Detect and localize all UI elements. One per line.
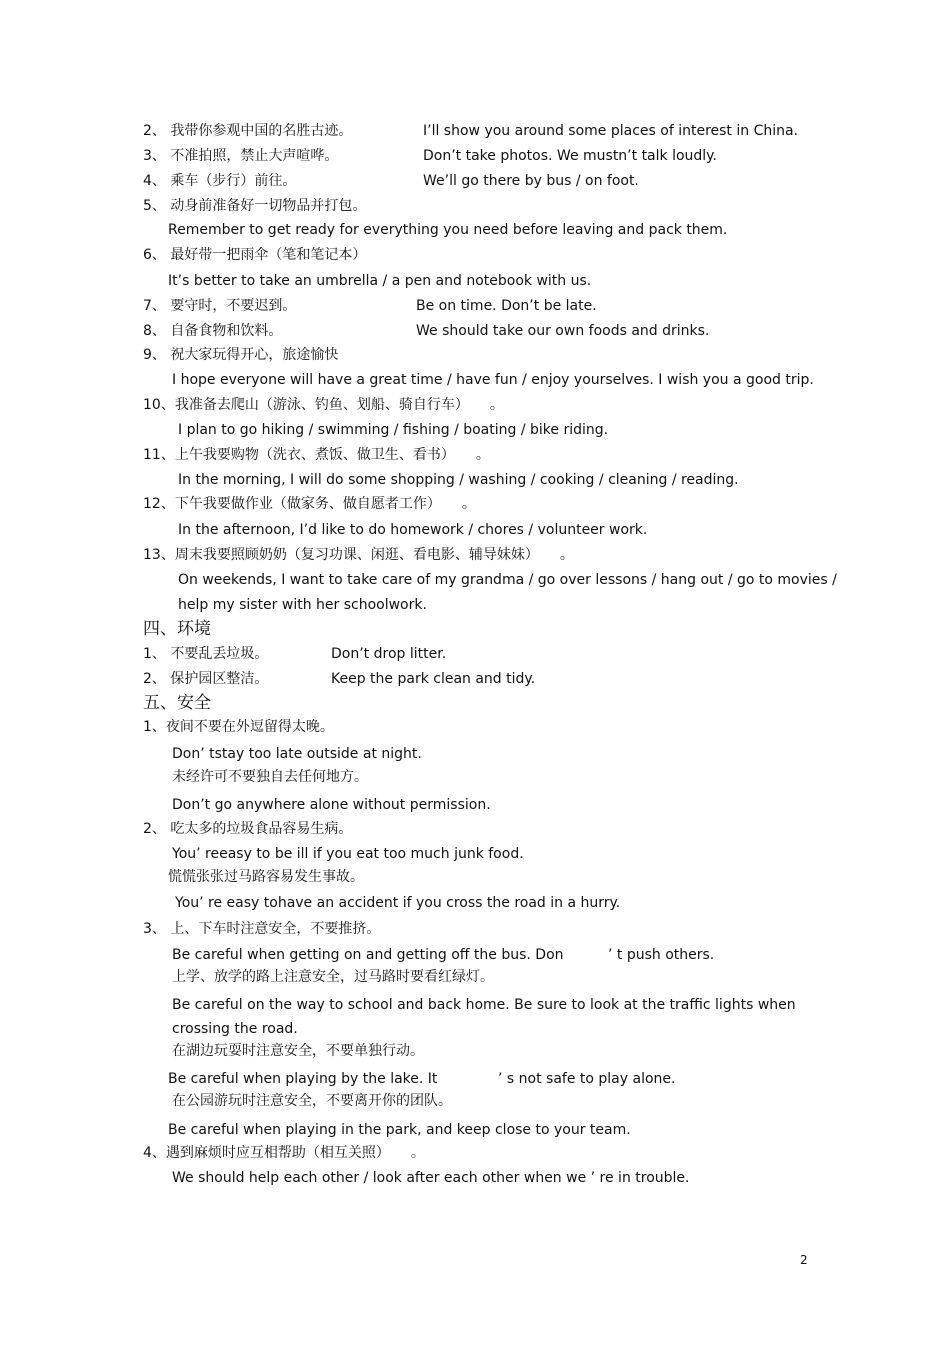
page-number: 2 bbox=[800, 1253, 808, 1267]
s5-1-en: Don’ tstay too late outside at night. bbox=[172, 746, 422, 762]
s5-4-cn: 4、遇到麻烦时应互相帮助（相互关照） 。 bbox=[143, 1145, 425, 1161]
s5-3d-cn: 在公园游玩时注意安全，不要离开你的团队。 bbox=[172, 1093, 452, 1109]
s4-item-1-en: Don’t drop litter. bbox=[331, 646, 447, 662]
s5-3b-en-line1: Be careful on the way to school and back home. Be sure to look at the traffic lights when bbox=[172, 997, 796, 1013]
item-4-cn: 4、 乘车（步行）前往。 bbox=[143, 173, 297, 189]
item-13-en-line1: On weekends, I want to take care of my grandma / go over lessons / hang out / go to movies / bbox=[178, 572, 837, 588]
item-7-cn: 7、 要守时，不要迟到。 bbox=[143, 298, 297, 314]
item-2-en: I’ll show you around some places of interest in China. bbox=[423, 123, 799, 139]
s4-item-1-cn: 1、 不要乱丢垃圾。 bbox=[143, 646, 269, 662]
s5-3c-en-b: ’ s not safe to play alone. bbox=[498, 1071, 676, 1087]
item-5-en: Remember to get ready for everything you need before leaving and pack them. bbox=[168, 222, 728, 238]
item-9-cn: 9、 祝大家玩得开心，旅途愉快 bbox=[143, 347, 339, 363]
item-11-cn: 11、上午我要购物（洗衣、煮饭、做卫生、看书） 。 bbox=[143, 447, 490, 463]
s5-1b-en: Don’t go anywhere alone without permission. bbox=[172, 797, 491, 813]
s5-2b-en: You’ re easy tohave an accident if you cross the road in a hurry. bbox=[175, 895, 621, 911]
item-2-cn: 2、 我带你参观中国的名胜古迹。 bbox=[143, 123, 353, 139]
s5-2-cn: 2、 吃太多的垃圾食品容易生病。 bbox=[143, 821, 353, 837]
s5-1-cn: 1、夜间不要在外逗留得太晚。 bbox=[143, 719, 334, 735]
item-9-en: I hope everyone will have a great time / have fun / enjoy yourselves. I wish you a good trip. bbox=[172, 372, 814, 388]
s5-3b-en-line2: crossing the road. bbox=[172, 1021, 298, 1037]
item-10-en: I plan to go hiking / swimming / fishing / boating / bike riding. bbox=[178, 422, 609, 438]
item-3-cn: 3、 不准拍照，禁止大声喧哗。 bbox=[143, 148, 339, 164]
item-12-cn: 12、下午我要做作业（做家务、做自愿者工作） 。 bbox=[143, 496, 476, 512]
item-4-en: We’ll go there by bus / on foot. bbox=[423, 173, 639, 189]
section-4-title: 四、环境 bbox=[143, 619, 211, 639]
item-5-cn: 5、 动身前准备好一切物品并打包。 bbox=[143, 198, 367, 214]
item-6-en: It’s better to take an umbrella / a pen and notebook with us. bbox=[168, 273, 592, 289]
item-13-en-line2: help my sister with her schoolwork. bbox=[178, 597, 427, 613]
s5-3-en-a: Be careful when getting on and getting off the bus. Don bbox=[172, 947, 564, 963]
s5-4-en: We should help each other / look after each other when we ’ re in trouble. bbox=[172, 1170, 690, 1186]
item-11-en: In the morning, I will do some shopping / washing / cooking / cleaning / reading. bbox=[178, 472, 739, 488]
s5-2-en: You’ reeasy to be ill if you eat too much junk food. bbox=[172, 846, 524, 862]
s5-3b-cn: 上学、放学的路上注意安全，过马路时要看红绿灯。 bbox=[172, 969, 494, 985]
s5-3-en-b: ’ t push others. bbox=[608, 947, 715, 963]
item-3-en: Don’t take photos. We mustn’t talk loudly. bbox=[423, 148, 717, 164]
item-12-en: In the afternoon, I’d like to do homework / chores / volunteer work. bbox=[178, 522, 648, 538]
item-13-cn: 13、周末我要照顾奶奶（复习功课、闲逛、看电影、辅导妹妹） 。 bbox=[143, 547, 574, 563]
item-6-cn: 6、 最好带一把雨伞（笔和笔记本） bbox=[143, 247, 367, 263]
s4-item-2-en: Keep the park clean and tidy. bbox=[331, 671, 536, 687]
s5-3c-cn: 在湖边玩耍时注意安全，不要单独行动。 bbox=[172, 1043, 424, 1059]
s5-3c-en-a: Be careful when playing by the lake. It bbox=[168, 1071, 438, 1087]
s5-1b-cn: 未经许可不要独自去任何地方。 bbox=[172, 769, 368, 785]
item-7-en: Be on time. Don’t be late. bbox=[416, 298, 597, 314]
item-8-en: We should take our own foods and drinks. bbox=[416, 323, 710, 339]
section-5-title: 五、安全 bbox=[143, 693, 211, 713]
s5-2b-cn: 慌慌张张过马路容易发生事故。 bbox=[168, 869, 364, 885]
s4-item-2-cn: 2、 保护园区整洁。 bbox=[143, 671, 269, 687]
s5-3d-en: Be careful when playing in the park, and keep close to your team. bbox=[168, 1122, 631, 1138]
item-10-cn: 10、我准备去爬山（游泳、钓鱼、划船、骑自行车） 。 bbox=[143, 397, 504, 413]
s5-3-cn: 3、 上、下车时注意安全，不要推挤。 bbox=[143, 921, 381, 937]
item-8-cn: 8、 自备食物和饮料。 bbox=[143, 323, 283, 339]
